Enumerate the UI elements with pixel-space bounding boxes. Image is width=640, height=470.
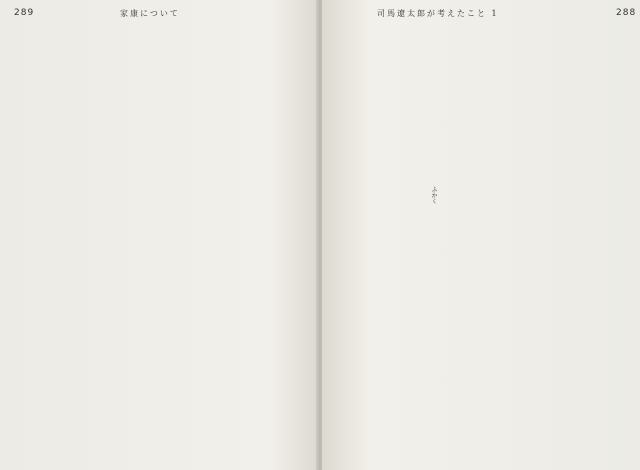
text-column bbox=[423, 26, 442, 456]
right-text-block bbox=[384, 26, 616, 456]
left-page-number: 289 bbox=[14, 8, 35, 18]
text-column bbox=[210, 26, 229, 456]
text-column bbox=[462, 26, 481, 456]
text-column bbox=[384, 26, 403, 456]
text-column bbox=[94, 26, 113, 456]
text-column bbox=[404, 26, 423, 456]
text-column bbox=[229, 26, 248, 456]
right-page-number: 288 bbox=[616, 8, 637, 18]
text-column bbox=[500, 26, 519, 456]
right-page bbox=[322, 0, 640, 470]
text-column bbox=[113, 26, 132, 456]
text-column bbox=[520, 26, 539, 456]
text-column bbox=[481, 26, 500, 456]
text-column bbox=[248, 26, 267, 456]
text-column bbox=[152, 26, 171, 456]
text-column bbox=[539, 26, 558, 456]
left-page bbox=[0, 0, 318, 470]
right-running-head: 司馬遼太郎が考えたこと 1 bbox=[377, 9, 499, 18]
text-column bbox=[597, 26, 616, 456]
text-column bbox=[171, 26, 190, 456]
left-text-block bbox=[92, 26, 287, 456]
text-column bbox=[133, 26, 152, 456]
left-running-head: 家康について bbox=[120, 9, 180, 18]
ruby-annotation: ふかく bbox=[430, 186, 437, 204]
text-column bbox=[558, 26, 577, 456]
text-column bbox=[442, 26, 461, 456]
text-column bbox=[268, 26, 287, 456]
text-column bbox=[191, 26, 210, 456]
text-column bbox=[577, 26, 596, 456]
